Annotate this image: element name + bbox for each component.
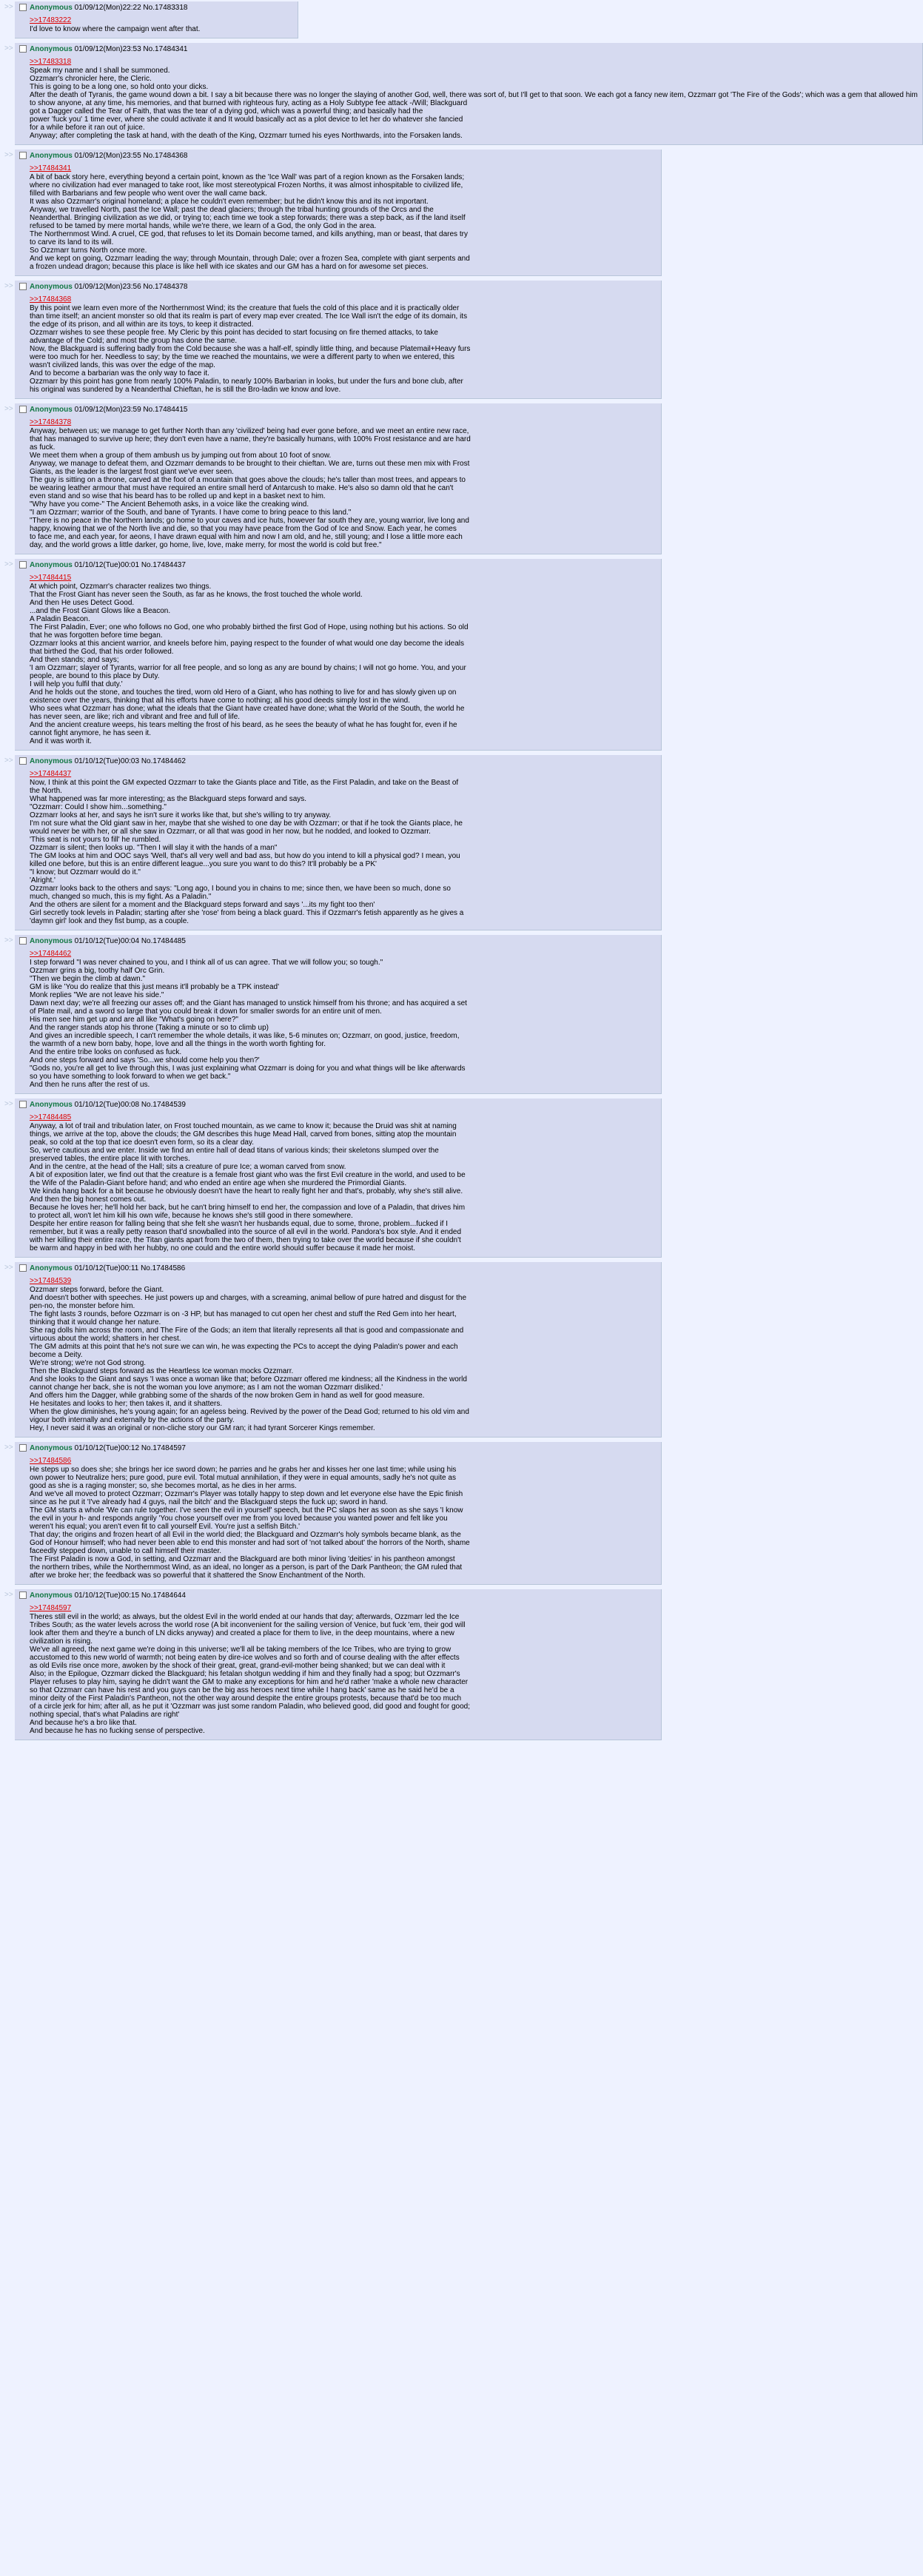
post-info: [19, 45, 918, 53]
post-body: [30, 295, 657, 394]
reply-arrows: >>: [4, 1264, 13, 1272]
post-text-line: thinking that it would change her nature.: [30, 1318, 161, 1326]
post-text-line: And offers him the Dagger, while grabbing some of the shards of the now broken Gem in hand as well for good measure.: [30, 1392, 425, 1400]
post-text-line: killed one before, but this is an entire different league...you sure you want to do this? It'll probably be a PK': [30, 860, 377, 868]
post-text-line: Then the Blackguard steps forward as the Heartless Ice woman mocks Ozzmarr.: [30, 1367, 294, 1375]
post-number-link[interactable]: No.17484644: [141, 1591, 186, 1600]
post-date: 01/09/12(Mon)23:53: [74, 45, 141, 53]
post-text-line: The fight lasts 3 rounds, before Ozzmarr is on -3 HP, but has managed to cut open her chest and stuff the Red Gem into her heart,: [30, 1310, 457, 1318]
post-text-line: the northern tribes, while the Northernmost Wind, as an ideal, no longer as a person, is part of the Dark Pantheon; the GM ruled that: [30, 1563, 463, 1572]
quote-link[interactable]: >>17484378: [30, 418, 72, 426]
post-text-line: to show anyone, at any time, his memories, and that burned with righteous fury, acting as a Holy Subtype fee attack -/Will; Blackguard: [30, 99, 468, 107]
post-text-line: 'I am Ozzmarr; slayer of Tyrants, warrior for all free people, and so long as any are bound by chains; I will not go home. You, and your: [30, 664, 466, 672]
reply-post: [15, 403, 662, 554]
post-text-line: And gives an incredible speech, I can't remember the whole details, it was like, 5-6 minutes on; Ozzmarr, on good, justice, freedom,: [30, 1032, 460, 1040]
post-text-line: the Wife of the Paladin-Giant before hand; and who ended an entire age when she murdered the Primordial Giants.: [30, 1179, 407, 1187]
post-date: 01/09/12(Mon)23:59: [74, 406, 141, 414]
post-text-line: faceedly stepped down, unable to call himself their master.: [30, 1547, 222, 1555]
post-number-link[interactable]: No.17484415: [143, 406, 188, 414]
post-text-line: And to become a barbarian was the only way to face it.: [30, 369, 209, 378]
post-number-link[interactable]: No.17484586: [141, 1264, 186, 1272]
post-text-line: with her killing their entire race, the Titan giants apart from the two of them, then trying to take over the world because if she couldn't: [30, 1236, 461, 1244]
post-text-line: even stand and so wise that his beard has to be rolled up and kept in a basket next to him.: [30, 492, 326, 500]
reply-arrows: >>: [4, 151, 13, 159]
post-text-line: And in the centre, at the head of the Hall; sits a creature of pure Ice; a woman carved from snow.: [30, 1163, 346, 1171]
post-text-line: good as she is a raging monster; so, she becomes mortal, as he dies in her arms.: [30, 1482, 297, 1490]
post-info: [19, 152, 657, 160]
post-text-line: the evil in your h- and responds angrily 'You chose yourself over me from you loved because you wanted power and felt like you: [30, 1515, 448, 1523]
post-text-line: accustomed to this new world of warmth; not being eaten by dire-ice wolves and so forth and of course dealing with the after effects: [30, 1654, 460, 1662]
post-text-line: The GM looks at him and OOC says 'Well, that's all very well and bad ass, but how do you intend to kill a physical god? I mean, you: [30, 852, 460, 860]
post-text-line: to face me, and each year, for aeons, I have drawn equal with him and now I am old, and he, still young; and I lose a little more each: [30, 533, 463, 541]
post-text-line: That the Frost Giant has never seen the South, as far as he knows, the frost touched the whole world.: [30, 591, 363, 599]
post-text-line: I'd love to know where the campaign went after that.: [30, 25, 201, 33]
post-text-line: Ozzmarr by this point has gone from nearly 100% Paladin, to nearly 100% Barbarian in looks, but under the furs and bone club, after: [30, 378, 463, 386]
post-text-line: that he was forgotten before time began.: [30, 631, 163, 640]
post-text-line: for a while before it ran out of juice.: [30, 124, 145, 132]
reply-arrows: >>: [4, 3, 13, 11]
post-text-line: I'm not sure what the Old giant saw in her, maybe that she wished to one day be with Ozzmarr; or that if he took the Giants place, he: [30, 819, 463, 828]
post-text-line: So Ozzmarr turns North once more.: [30, 246, 147, 255]
post-text-line: would never be with her, or all she saw in Ozzmarr, or all that was good in her now, but he nodded, and looked to Ozzmarr.: [30, 828, 431, 836]
post-text-line: Anyway, between us; we manage to get further North than any 'civilized' being had ever gone before, and we meet an entire new race,: [30, 427, 469, 435]
post-text-line: as fuck.: [30, 443, 56, 452]
post-number-link[interactable]: No.17484539: [141, 1101, 186, 1109]
post-text-line: It was also Ozzmarr's original homeland; a place he couldn't even remember; but he didn't know this and its not important.: [30, 198, 429, 206]
post-checkbox[interactable]: [19, 1101, 27, 1108]
post-number-link[interactable]: No.17483318: [143, 4, 188, 12]
post-text-line: Anyway, we manage to defeat them, and Ozzmarr demands to be brought to their chieftan. We are, turns out these men mix with Frost: [30, 460, 470, 468]
post-text-line: Now, the Blackguard is suffering badly from the Cold because she was a half-elf, spindly little thing, and because Platemail+Heavy furs: [30, 345, 471, 353]
post-text-line: After the death of Tyranis, the game wound down a bit. I say a bit because there was no longer the slaying of another God, well, there was sort of, but I'll get to that soon. We each got a fancy new item, Ozzmarr got 'The Fire of the Gods'; which was a gem that allowed him: [30, 91, 918, 99]
post-checkbox[interactable]: [19, 1444, 27, 1452]
post-text-line: since as he put it 'I've already had 4 guys, nail the bitch' and the Blackguard steps the fuck up; sword in hand.: [30, 1498, 388, 1506]
post-text-line: A bit of back story here, everything beyond a certain point, known as the 'Ice Wall' was part of a region known as the Forsaken lands;: [30, 173, 465, 181]
post-text-line: "I know; but Ozzmarr would do it.": [30, 868, 141, 876]
post-text-line: filled with Barbarians and few people who went over the wall came back.: [30, 189, 267, 198]
post-date: 01/10/12(Tue)00:11: [74, 1264, 139, 1272]
quote-link[interactable]: >>17483222: [30, 16, 72, 24]
post-text-line: The GM starts a whole 'We can rule together. I've seen the evil in yourself' speech, but the PC slaps her as soon as she says 'I know: [30, 1506, 463, 1515]
post-body: [30, 1113, 657, 1252]
reply-arrows: >>: [4, 560, 13, 568]
post-text-line: Ozzmarr steps forward, before the Giant.: [30, 1286, 164, 1294]
reply-arrows: >>: [4, 1591, 13, 1599]
post-text-line: so that Ozzmarr can have his rest and you guys can be the big ass heroes next time while I hang back' same as he said he'd be a: [30, 1686, 454, 1694]
post-text-line: Ozzmarr looks at her, and says he isn't sure it works like that, but she's willing to try anyway.: [30, 811, 332, 819]
post-text-line: He steps up so does she; she brings her ice sword down; he parries and he grabs her and kisses her one last time; while using his: [30, 1466, 457, 1474]
post-text-line: A bit of exposition later, we find out that the creature is a female frost giant who was the first Evil creature in the world, and used to be: [30, 1171, 466, 1179]
quote-link[interactable]: >>17484368: [30, 295, 72, 303]
poster-name: Anonymous: [30, 757, 73, 765]
reply-arrows: >>: [4, 757, 13, 765]
post-text-line: so you have something to look forward to when we get back.": [30, 1073, 231, 1081]
post-container: [4, 403, 662, 554]
quote-link[interactable]: >>17483318: [30, 58, 72, 66]
post-text-line: Who sees what Ozzmarr has done; what the ideals that the Giant have created have done; what the World of the South, the world he: [30, 705, 465, 713]
post-date: 01/09/12(Mon)23:56: [74, 283, 141, 291]
poster-name: Anonymous: [30, 4, 73, 12]
post-text-line: And because he's a bro like that.: [30, 1719, 137, 1727]
poster-name: Anonymous: [30, 45, 73, 53]
post-date: 01/10/12(Tue)00:03: [74, 757, 140, 765]
post-text-line: "Ozzmarr: Could I show him...something.": [30, 803, 167, 811]
post-text-line: existence over the years, thinking that all his efforts have come to nothing; all his good deeds simply lost in the wind.: [30, 697, 410, 705]
post-text-line: Anyway; after completing the task at hand, with the death of the King, Ozzmarr turned his eyes Northwards, into the Forsaken lands.: [30, 132, 463, 140]
post-date: 01/09/12(Mon)23:55: [74, 152, 141, 160]
reply-post: [15, 1589, 662, 1740]
post-text-line: And the ancient creature weeps, his tears melting the frost of his beard, as he sees the beauty of what he has fought for, even if he: [30, 721, 457, 729]
reply-post: [15, 1262, 662, 1438]
post-text-line: weren't his equal; you aren't even fit to call yourself Evil. You're just a selfish Bitch.': [30, 1523, 301, 1531]
post-text-line: And one steps forward and says 'So...we should come help you then?': [30, 1056, 260, 1064]
post-text-line: The Northernmost Wind. A cruel, CE god, that refuses to let its Domain become tamed, and kills anything, man or beast, that dares try: [30, 230, 468, 238]
post-text-line: Ozzmarr's chronicler here, the Cleric.: [30, 75, 152, 83]
post-text-line: The First Paladin is now a God, in setting, and Ozzmarr and the Blackguard are both minor living 'deities' in his pantheon amongst: [30, 1555, 455, 1563]
reply-post: [15, 1099, 662, 1258]
post-number-link[interactable]: No.17484462: [141, 757, 186, 765]
post-body: [30, 16, 293, 33]
post-info: [19, 757, 657, 765]
post-text-line: that birthed the God, that his order followed.: [30, 648, 174, 656]
post-text-line: Player refuses to play him, saying he didn't want the GM to make any exceptions for him and he'd rather 'make a whole new character: [30, 1678, 469, 1686]
poster-name: Anonymous: [30, 561, 73, 569]
post-text-line: Now, I think at this point the GM expected Ozzmarr to take the Giants place and Title, as the First Paladin, and take on the Beast of: [30, 779, 459, 787]
post-text-line: the North.: [30, 787, 62, 795]
post-text-line: The guy is sitting on a throne, carved at the foot of a mountain that goes above the clouds; he's taller than most trees, and appears to: [30, 476, 466, 484]
reply-post: [15, 150, 662, 276]
post-text-line: And the others are silent for a moment and the Blackguard steps forward and says '...its my fight too then': [30, 901, 375, 909]
quote-link[interactable]: >>17484341: [30, 164, 72, 172]
quote-link[interactable]: >>17484462: [30, 950, 72, 958]
post-text-line: That day; the origins and frozen heart of all Evil in the world died; the Blackguard and Ozzmarr's holy symbols became blank, as the: [30, 1531, 461, 1539]
post-text-line: look after them and they're a bunch of LN dicks anyway) and created a place for them to live, in the deep mountains, where a new: [30, 1629, 454, 1637]
post-text-line: minor deity of the First Paladin's Pantheon, not the other way around despite the entire groups protests, because that'd be too much: [30, 1694, 462, 1703]
reply-arrows: >>: [4, 936, 13, 945]
post-date: 01/09/12(Mon)22:22: [74, 4, 141, 12]
post-text-line: vigour both internally and externally by the actions of the party.: [30, 1416, 235, 1424]
post-text-line: of a circle jerk for him; after all, as he put it 'Ozzmarr was just some random Paladin, who believed good, did good and fought for good;: [30, 1703, 470, 1711]
post-text-line: things, we arrive at the top, above the clouds; the GM describes this huge Mead Hall, carved from bones, sitting atop the mountain: [30, 1130, 457, 1138]
post-text-line: I will help you fulfil that duty.': [30, 680, 123, 688]
reply-post: [15, 1442, 662, 1585]
post-text-line: wasn't civilized lands, this was over the edge of the map.: [30, 361, 215, 369]
post-text-line: We're strong; we're not God strong.: [30, 1359, 147, 1367]
post-container: [4, 281, 662, 399]
poster-name: Anonymous: [30, 152, 73, 160]
post-text-line: Anyway, a lot of trail and tribulation later, on Frost touched mountain, as we came to know it; because the Druid was shit at naming: [30, 1122, 457, 1130]
post-text-line: 'daymn girl' look and they fist bump, as a couple.: [30, 917, 189, 925]
post-text-line: Speak my name and I shall be summoned.: [30, 67, 170, 75]
post-text-line: We meet them when a group of them ambush us by jumping out from about 10 foot of snow.: [30, 452, 332, 460]
post-body: [30, 1457, 657, 1580]
post-body: [30, 950, 657, 1089]
post-number-link[interactable]: No.17484597: [141, 1444, 186, 1452]
post-text-line: pen-no, the monster before him.: [30, 1302, 135, 1310]
post-text-line: Ozzmarr grins a big, toothy half Orc Grin.: [30, 967, 165, 975]
post-text-line: nothing special, that's what Paladins are right': [30, 1711, 180, 1719]
post-text-line: day, and the world grows a little darker, go home, live, love, make merry, for most the world is cold but free.": [30, 541, 382, 549]
post-text-line: his original was sundered by a Neanderthal Chieftan, he is still the Bro-ladin we know and love.: [30, 386, 341, 394]
quote-link[interactable]: >>17484539: [30, 1277, 72, 1285]
post-text-line: refused to be tamed by mere mortal hands, while we're there, we learn of a God, the only God in the area.: [30, 222, 377, 230]
post-info: [19, 1264, 657, 1272]
post-body: [30, 58, 918, 140]
post-text-line: the edge of its prison, and all within are its toys, to keep it distracted.: [30, 321, 254, 329]
post-text-line: Because he loves her; he'll hold her back, but he can't bring himself to end her, the compassion and love of a Paladin, that drives him: [30, 1204, 466, 1212]
poster-name: Anonymous: [30, 406, 73, 414]
post-text-line: The GM admits at this point that he's not sure we can win, he was expecting the PCs to accept the dying Paladin's power and each: [30, 1343, 458, 1351]
post-text-line: Ozzmarr looks at this ancient warrior, and kneels before him, paying respect to the founder of what would one day become the ideals: [30, 640, 464, 648]
post-text-line: When the glow diminishes, he's young again; for an ageless being. Revived by the power of the Dead God; returned to his old vim and: [30, 1408, 469, 1416]
post-container: [4, 935, 662, 1094]
post-text-line: be wearing leather armour that must have required an entire small herd of Antarcush to make. He's also so damn old that he can't: [30, 484, 454, 492]
post-checkbox[interactable]: [19, 4, 27, 11]
post-text-line: Dawn next day; we're all freezing our asses off; and the Giant has managed to unstick himself from his throne; and has acquired a set: [30, 999, 467, 1007]
reply-arrows: >>: [4, 282, 13, 290]
post-text-line: Tribes South; as the water levels across the world rose (A bit inconvenient for the sailing version of Venice, but fuck 'em, their god will: [30, 1621, 466, 1629]
post-text-line: to carve its land to its will.: [30, 238, 114, 246]
post-text-line: much, changed so much, this is my fight. As a Paladin.": [30, 893, 212, 901]
post-text-line: And doesn't bother with speeches. He just powers up and charges, with a screaming, animal bellow of pure hatred and disgust for the: [30, 1294, 467, 1302]
post-text-line: people, are bound to this place by Duty.: [30, 672, 160, 680]
post-text-line: Ozzmarr is silent; then looks up. "Then I will slay it with the hands of a man": [30, 844, 278, 852]
post-text-line: We kinda hang back for a bit because he obviously doesn't have the heart to really fight her and that's, probably, why she's still alive.: [30, 1187, 463, 1195]
post-checkbox[interactable]: [19, 757, 27, 765]
reply-post: [15, 935, 662, 1094]
post-container: [4, 1, 662, 38]
quote-link[interactable]: >>17484597: [30, 1604, 72, 1612]
post-text-line: I step forward "I was never chained to you, and I think all of us can agree. That we will follow you; so tough.": [30, 959, 383, 967]
post-text-line: Girl secretly took levels in Paladin; starting after she 'rose' from being a black guard. This if Ozzmarr's fetish apparently as he gives a: [30, 909, 464, 917]
post-container: [4, 1099, 662, 1258]
post-info: [19, 561, 657, 569]
post-text-line: And then He uses Detect Good.: [30, 599, 135, 607]
post-text-line: And because he has no fucking sense of perspective.: [30, 1727, 205, 1735]
post-text-line: He hesitates and looks to her; then takes it, and it shatters.: [30, 1400, 223, 1408]
post-text-line: "There is no peace in the Northern lands; go home to your caves and ice huts, however far south they are, young warrior, live long and: [30, 517, 469, 525]
post-text-line: This is going to be a long one, so hold onto your dicks.: [30, 83, 209, 91]
post-text-line: the warmth of a new born baby, hope, love and all the things in the worth worth fighting for.: [30, 1040, 326, 1048]
post-text-line: And we kept on going, Ozzmarr leading the way; through Mountain, through Dale; over a frozen Sea, complete with giant serpents and: [30, 255, 470, 263]
post-text-line: than time itself; an ancient monster so old that its realm is part of every map ever created. The Ice Wall isn't the edge of its domain, its: [30, 312, 468, 321]
post-number-link[interactable]: No.17484437: [141, 561, 186, 569]
post-text-line: Also; in the Epilogue, Ozzmarr dicked the Blackguard; his fetalan shotgun wedding if him and they finally had a spog; but Ozzmarr's: [30, 1670, 460, 1678]
post-container: [4, 1262, 662, 1438]
post-text-line: And the entire tribe looks on confused as fuck.: [30, 1048, 182, 1056]
post-info: [19, 4, 293, 12]
post-text-line: power 'fuck you' 1 time ever, where she could activate it and It would basically act as a plot device to let her do whatever she fancied: [30, 115, 463, 124]
post-text-line: A Paladin Beacon.: [30, 615, 90, 623]
post-text-line: peak, so cold at the top that ice doesn't even form, so its a clear day.: [30, 1138, 255, 1147]
quote-link[interactable]: >>17484485: [30, 1113, 72, 1121]
post-text-line: By this point we learn even more of the Northernmost Wind; its the creature that fuels the cold of this place and it is practically older: [30, 304, 460, 312]
post-text-line: Hey, I never said it was an original or non-cliche story our GM ran; it had tyrant Sorcerer Kings remember.: [30, 1424, 375, 1432]
post-text-line: Ozzmarr looks back to the others and says: "Long ago, I bound you in chains to me; since then, we have been so much, done so: [30, 885, 451, 893]
post-text-line: Anyway, we travelled North, past the Ice Wall; past the dead glaciers; through the tribal hunting grounds of the Orcs and the: [30, 206, 434, 214]
reply-post: [15, 43, 923, 145]
reply-post: [15, 1, 298, 38]
post-text-line: has never seen, are like; rich and vibrant and free and full of life.: [30, 713, 241, 721]
reply-post: [15, 559, 662, 751]
post-body: [30, 770, 657, 925]
post-container: [4, 1589, 662, 1740]
post-text-line: She rag dolls him across the room, and The Fire of the Gods; an item that literally represents all that is good and compassionate and: [30, 1326, 464, 1335]
post-container: [4, 150, 662, 276]
post-text-line: advantage of the Cold; and most the group has done the same.: [30, 337, 238, 345]
post-text-line: after we broke her; the feedback was so powerful that it shattered the Snow Enchantment of the North.: [30, 1572, 366, 1580]
poster-name: Anonymous: [30, 1444, 73, 1452]
post-text-line: Theres still evil in the world; as always, but the oldest Evil in the world ended at our hands that day; afterwards, Ozzmarr led the Ice: [30, 1613, 460, 1621]
post-body: [30, 574, 657, 745]
post-number-link[interactable]: No.17484341: [143, 45, 188, 53]
post-text-line: 'This seat is not yours to fill' he rumbled.: [30, 836, 161, 844]
poster-name: Anonymous: [30, 283, 73, 291]
post-date: 01/10/12(Tue)00:04: [74, 937, 140, 945]
post-text-line: where no civilization had ever managed to take root, like most stereotypical Frozen Norths, it was almost inhospitable to civilized life,: [30, 181, 463, 189]
quote-link[interactable]: >>17484437: [30, 770, 72, 778]
reply-arrows: >>: [4, 405, 13, 413]
post-text-line: And she looks to the Giant and says 'I was once a woman like that; before Ozzmarr offered me kindness; all the Kindness in the world: [30, 1375, 467, 1383]
post-text-line: And the ranger stands atop his throne (Taking a minute or so to climb up): [30, 1024, 269, 1032]
post-text-line: got a Dagger called the Tear of Faith, that was the tear of a dying god, which was a powerful thing; and basically had the: [30, 107, 423, 115]
post-text-line: that has managed to survive up here; they don't even have a name, they're basically humans, with 100% Frost resistance and are hard: [30, 435, 471, 443]
poster-name: Anonymous: [30, 1591, 73, 1600]
post-text-line: GM is like 'You do realize that this just means it'll probably be a TPK instead': [30, 983, 280, 991]
post-date: 01/10/12(Tue)00:08: [74, 1101, 140, 1109]
post-container: [4, 755, 662, 930]
post-text-line: His men see him get up and are all like "What's going on here?": [30, 1016, 238, 1024]
post-checkbox[interactable]: [19, 152, 27, 159]
post-text-line: Despite her entire reason for falling being that she felt she wasn't her husbands equal, due to some, throne, problem...fucked if I: [30, 1220, 449, 1228]
poster-name: Anonymous: [30, 937, 73, 945]
post-container: [4, 1442, 662, 1585]
post-text-line: be warm and happy in bed with her hubby, no one could and the entire world should suffer because it made her moist.: [30, 1244, 416, 1252]
post-text-line: as old Evils rise once more, awoken by the shock of their great, great, grand-evil-mother being shanked; but we can deal with it: [30, 1662, 446, 1670]
post-text-line: happy, knowing that we of the North live and die, so that you may have peace from the God of Ice and Snow. Each year, he comes: [30, 525, 457, 533]
post-text-line: Neanderthal. Bringing civilization as we did, or trying to; each time we took a step forwards; there was a step back, as if the land itself: [30, 214, 466, 222]
post-text-line: "I am Ozzmarr; warrior of the South, and bane of Tyrants. I have come to bring peace to this land.": [30, 509, 352, 517]
reply-post: [15, 281, 662, 399]
post-date: 01/10/12(Tue)00:12: [74, 1444, 140, 1452]
post-text-line: And then the big honest comes out.: [30, 1195, 147, 1204]
post-text-line: to protect all, won't let him kill his own wife, because he knows she's still good in there somewhere.: [30, 1212, 353, 1220]
post-text-line: And it was worth it.: [30, 737, 92, 745]
post-text-line: The First Paladin, Ever; one who follows no God, one who probably birthed the first God of Hope, using nothing but his actions. So old: [30, 623, 469, 631]
post-body: [30, 164, 657, 271]
post-text-line: "Gods no, you're all get to live through this, I was just explaining what Ozzmarr is doing for you and what things will be like afterwards: [30, 1064, 466, 1073]
poster-name: Anonymous: [30, 1101, 73, 1109]
reply-arrows: >>: [4, 1443, 13, 1452]
post-text-line: So, we're cautious and we enter. Inside we find an entire hall of dead titans of various kinds; their skeletons slumped over the: [30, 1147, 439, 1155]
post-text-line: "Why have you come-" The Ancient Behemoth asks, in a voice like the creaking wind.: [30, 500, 309, 509]
post-checkbox[interactable]: [19, 1264, 27, 1272]
post-info: [19, 1444, 657, 1452]
reply-post: [15, 755, 662, 930]
post-text-line: God of Honour himself; who had never been able to end this monster and had sort of 'not talked about' the horrors of the North, shame: [30, 1539, 470, 1547]
post-text-line: ...and the Frost Giant Glows like a Beacon.: [30, 607, 171, 615]
post-text-line: of Plate mail, and a sword so large that you could break it down for smaller swords for an entire unit of men.: [30, 1007, 382, 1016]
post-text-line: civilization is rising.: [30, 1637, 93, 1646]
post-number-link[interactable]: No.17484485: [141, 937, 186, 945]
reply-arrows: >>: [4, 44, 13, 53]
post-text-line: We've all agreed, the next game we're doing in this universe; we'll all be taking members of the Ice Tribes, who are trying to grow: [30, 1646, 452, 1654]
poster-name: Anonymous: [30, 1264, 73, 1272]
reply-arrows: >>: [4, 1100, 13, 1108]
post-text-line: remember, but it was a really petty reason that'd snowballed into the source of all evil in the world. Pandora's box style. And it ended: [30, 1228, 462, 1236]
post-text-line: a frozen undead dragon; because this place is like hell with ice skates and our GM has a hard on for awesome set pieces.: [30, 263, 429, 271]
post-text-line: 'Alright.': [30, 876, 56, 885]
post-text-line: Monk replies "We are not leave his side.": [30, 991, 164, 999]
post-text-line: And we've all moved to protect Ozzmarr; Ozzmarr's Player was totally happy to step down and let everyone else have the Epic finish: [30, 1490, 463, 1498]
post-text-line: become a Deity.: [30, 1351, 83, 1359]
post-text-line: What happened was far more interesting; as the Blackguard steps forward and says.: [30, 795, 307, 803]
post-info: [19, 937, 657, 945]
post-checkbox[interactable]: [19, 1591, 27, 1599]
post-checkbox[interactable]: [19, 283, 27, 290]
post-text-line: And he holds out the stone, and touches the tired, worn old Hero of a Giant, who has nothing to live for and has slowly given up on: [30, 688, 457, 697]
post-text-line: "Then we begin the climb at dawn.": [30, 975, 146, 983]
post-checkbox[interactable]: [19, 561, 27, 568]
post-text-line: And then stands; and says;: [30, 656, 119, 664]
post-body: [30, 1277, 657, 1432]
post-date: 01/10/12(Tue)00:15: [74, 1591, 140, 1600]
post-text-line: cannot fight anymore, he has seen it.: [30, 729, 151, 737]
post-text-line: And then he runs after the rest of us.: [30, 1081, 150, 1089]
post-text-line: own power to Neutralize hers; pure good, pure evil. Total mutual annihilation, if they were in equal amounts, sadly he's not quite as: [30, 1474, 456, 1482]
post-container: [4, 43, 918, 145]
post-info: [19, 1101, 657, 1109]
post-checkbox[interactable]: [19, 45, 27, 53]
post-info: [19, 283, 657, 291]
post-text-line: preserved tables, the entire place lit with torches.: [30, 1155, 190, 1163]
post-text-line: Giants, as the leader is the largest frost giant we've ever seen.: [30, 468, 234, 476]
post-text-line: were too much for her. Needless to say; by the time we reached the mountains, we were a different party to when we entered, this: [30, 353, 455, 361]
post-text-line: virtuous about the world; shatters in her chest.: [30, 1335, 181, 1343]
post-info: [19, 1591, 657, 1600]
post-container: [4, 559, 662, 751]
post-checkbox[interactable]: [19, 406, 27, 413]
post-number-link[interactable]: No.17484368: [143, 152, 188, 160]
post-number-link[interactable]: No.17484378: [143, 283, 188, 291]
post-info: [19, 406, 657, 414]
post-body: [30, 1604, 657, 1735]
quote-link[interactable]: >>17484415: [30, 574, 72, 582]
post-date: 01/10/12(Tue)00:01: [74, 561, 140, 569]
post-checkbox[interactable]: [19, 937, 27, 945]
post-text-line: Ozzmarr wishes to see these people free. My Cleric by this point has decided to start focusing on fire themed attacks, to take: [30, 329, 438, 337]
quote-link[interactable]: >>17484586: [30, 1457, 72, 1465]
post-body: [30, 418, 657, 549]
post-text-line: cannot change her back, she is not the woman you love anymore; as I am not the woman Ozzmarr disliked.': [30, 1383, 383, 1392]
post-text-line: At which point, Ozzmarr's character realizes two things.: [30, 583, 212, 591]
